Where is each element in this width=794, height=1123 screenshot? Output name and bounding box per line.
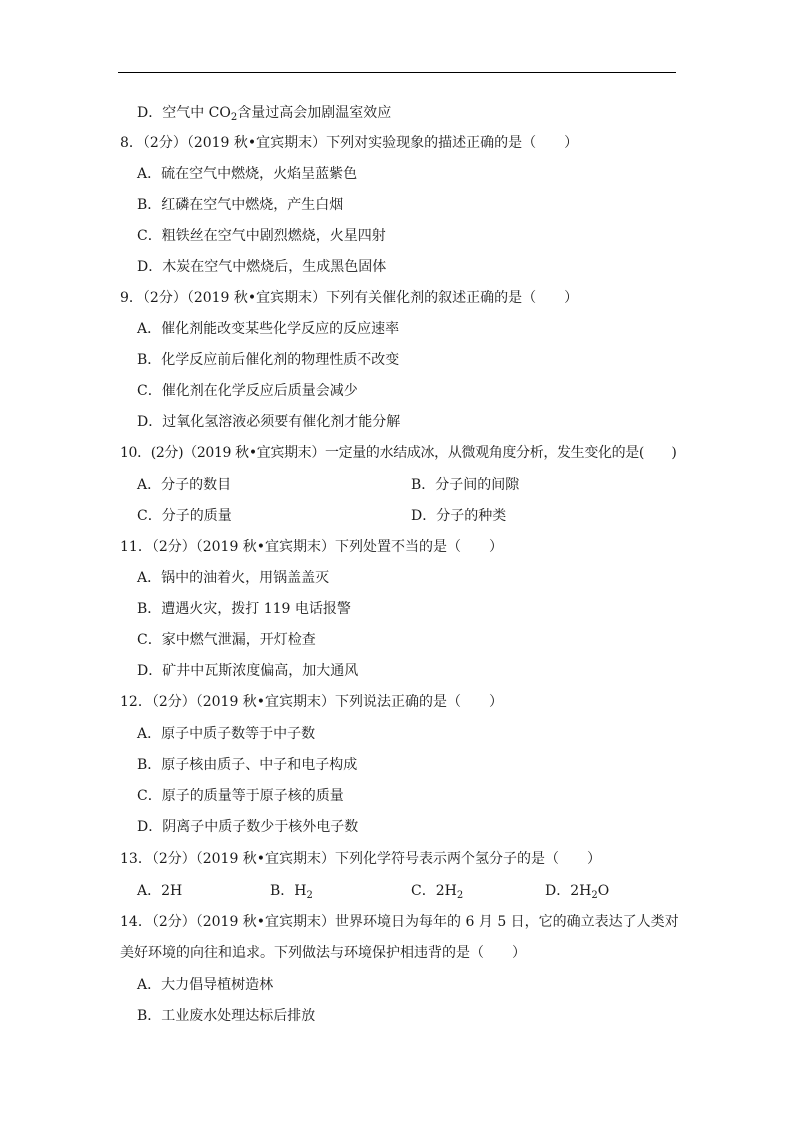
q12-option-d: D．阴离子中质子数少于核外电子数 [137, 819, 359, 835]
q14-stem-line2: 美好环境的向往和追求。下列做法与环境保护相违背的是（ ） [120, 945, 526, 961]
q8-option-d: D．木炭在空气中燃烧后，生成黑色固体 [137, 259, 387, 275]
q10-stem: 10．(2分)（2019 秋•宜宾期末）一定量的水结成冰，从微观角度分析，发生变化的是( ) [120, 445, 677, 461]
q10-option-d: D．分子的种类 [411, 508, 507, 524]
q11-option-d: D．矿井中瓦斯浓度偏高，加大通风 [137, 663, 359, 679]
q9-stem: 9．（2分）（2019 秋•宜宾期末）下列有关催化剂的叙述正确的是（ ） [120, 290, 579, 306]
q11-option-a: A．锅中的油着火，用锅盖盖灭 [137, 570, 330, 586]
q9-option-c: C．催化剂在化学反应后质量会减少 [137, 383, 358, 399]
q13-stem: 13．（2分）（2019 秋•宜宾期末）下列化学符号表示两个氢分子的是（ ） [120, 851, 602, 867]
q8-option-c: C．粗铁丝在空气中剧烈燃烧，火星四射 [137, 228, 386, 244]
q12-option-c: C．原子的质量等于原子核的质量 [137, 788, 344, 804]
q11-option-c: C．家中燃气泄漏，开灯检查 [137, 632, 316, 648]
q13-option-b: B．$H_2$ [270, 883, 313, 901]
q9-option-a: A．催化剂能改变某些化学反应的反应速率 [137, 321, 400, 337]
q12-option-a: A．原子中质子数等于中子数 [137, 726, 316, 742]
q14-stem-line1: 14．（2分）（2019 秋•宜宾期末）世界环境日为每年的 6 月 5 日，它的确立表达了人类对 [120, 914, 679, 930]
q14-option-a: A．大力倡导植树造林 [137, 977, 274, 993]
q13-option-c: C．$2H_2$ [411, 883, 464, 901]
q8-option-a: A．硫在空气中燃烧，火焰呈蓝紫色 [137, 166, 358, 182]
q8-option-b: B．红磷在空气中燃烧，产生白烟 [137, 197, 344, 213]
q11-stem: 11．（2分）（2019 秋•宜宾期末）下列处置不当的是（ ） [120, 539, 504, 555]
q7-option-d: D．空气中 $CO_2$含量过高会加剧温室效应 [137, 105, 392, 123]
q11-option-b: B．遭遇火灾，拨打 119 电话报警 [137, 601, 351, 617]
header-rule [118, 72, 676, 73]
q13-option-d: D．$2H_2O$ [545, 883, 610, 901]
q10-option-a: A．分子的数目 [137, 477, 232, 493]
q14-option-b: B．工业废水处理达标后排放 [137, 1008, 316, 1024]
q9-option-b: B．化学反应前后催化剂的物理性质不改变 [137, 352, 400, 368]
q9-option-d: D．过氧化氢溶液必须要有催化剂才能分解 [137, 414, 401, 430]
q12-stem: 12．（2分）（2019 秋•宜宾期末）下列说法正确的是（ ） [120, 694, 504, 710]
q13-option-a: A．2H [137, 883, 183, 899]
q12-option-b: B．原子核由质子、中子和电子构成 [137, 757, 358, 773]
q8-stem: 8．（2分）（2019 秋•宜宾期末）下列对实验现象的描述正确的是（ ） [120, 135, 579, 151]
q10-option-b: B．分子间的间隙 [411, 477, 520, 493]
q10-option-c: C．分子的质量 [137, 508, 232, 524]
